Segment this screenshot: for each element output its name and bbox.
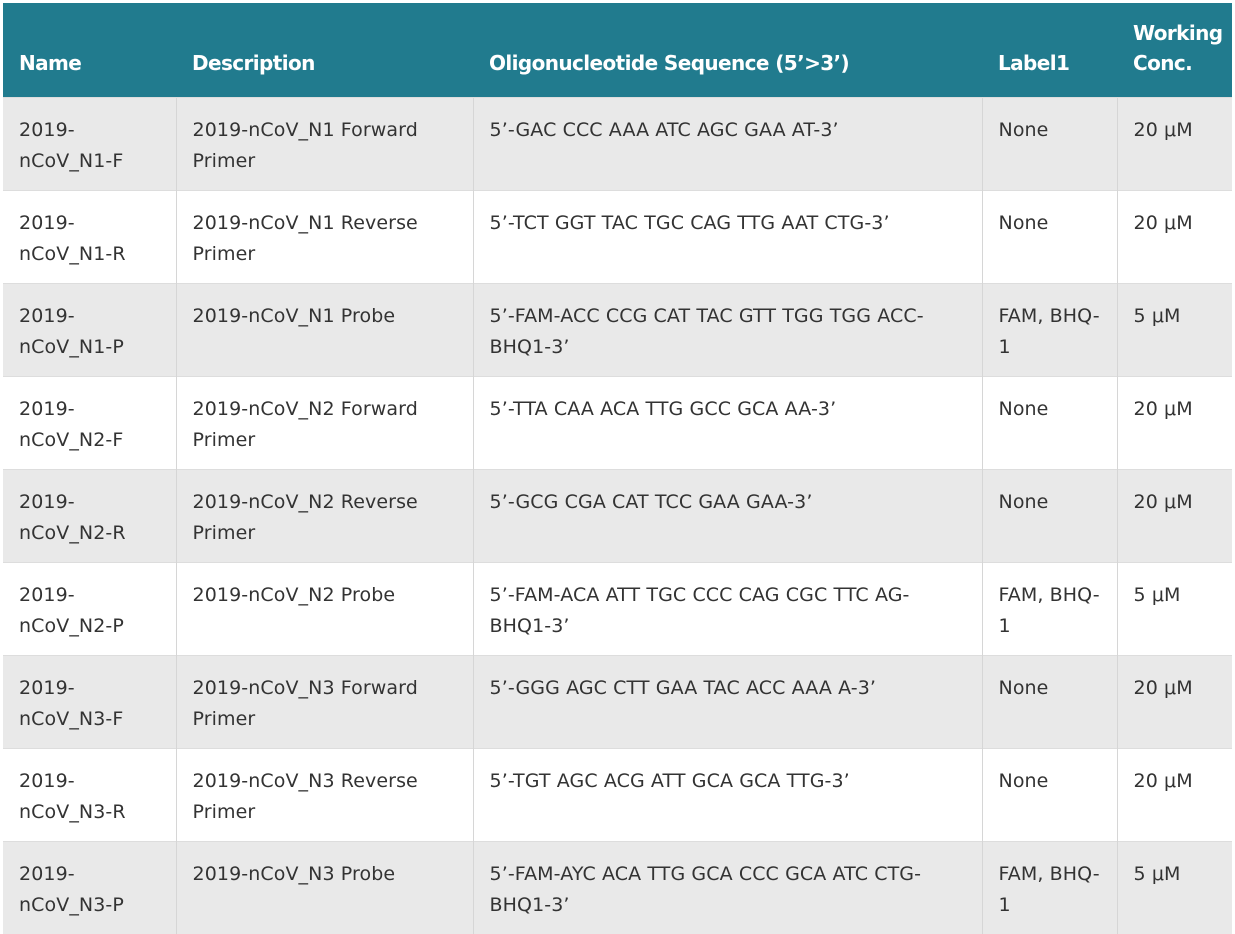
table-row [3,376,1232,469]
cell-name: 2019-nCoV_N1-P [3,283,176,376]
cell-label1: None [982,97,1117,190]
table-row [3,562,1232,655]
header-working-conc: Working Conc. [1117,3,1232,97]
cell-working-conc: 20 μM [1117,376,1232,469]
cell-name: 2019-nCoV_N2-R [3,469,176,562]
primer-probe-table [3,3,1232,934]
cell-sequence: 5’-FAM-ACA ATT TGC CCC CAG CGC TTC AG-BHQ1-3’ [473,562,982,655]
cell-label1: FAM, BHQ-1 [982,562,1117,655]
cell-name: 2019-nCoV_N2-F [3,376,176,469]
table-row [3,97,1232,190]
cell-working-conc: 20 μM [1117,655,1232,748]
table-body [3,97,1232,934]
cell-name: 2019-nCoV_N1-F [3,97,176,190]
cell-working-conc: 5 μM [1117,841,1232,934]
cell-working-conc: 20 μM [1117,469,1232,562]
cell-sequence: 5’-FAM-ACC CCG CAT TAC GTT TGG TGG ACC-BHQ1-3’ [473,283,982,376]
table-row [3,190,1232,283]
cell-description: 2019-nCoV_N2 Reverse Primer [176,469,473,562]
table-row [3,283,1232,376]
cell-working-conc: 20 μM [1117,190,1232,283]
cell-sequence: 5’-TTA CAA ACA TTG GCC GCA AA-3’ [473,376,982,469]
cell-name: 2019-nCoV_N3-P [3,841,176,934]
cell-label1: None [982,376,1117,469]
header-row [3,3,1232,97]
cell-description: 2019-nCoV_N3 Reverse Primer [176,748,473,841]
cell-sequence: 5’-TGT AGC ACG ATT GCA GCA TTG-3’ [473,748,982,841]
cell-sequence: 5’-GCG CGA CAT TCC GAA GAA-3’ [473,469,982,562]
cell-label1: FAM, BHQ-1 [982,283,1117,376]
cell-sequence: 5’-TCT GGT TAC TGC CAG TTG AAT CTG-3’ [473,190,982,283]
cell-label1: None [982,655,1117,748]
cell-sequence: 5’-GGG AGC CTT GAA TAC ACC AAA A-3’ [473,655,982,748]
cell-label1: None [982,748,1117,841]
header-description: Description [176,3,473,97]
cell-description: 2019-nCoV_N3 Forward Primer [176,655,473,748]
cell-working-conc: 20 μM [1117,97,1232,190]
cell-sequence: 5’-FAM-AYC ACA TTG GCA CCC GCA ATC CTG-BHQ1-3’ [473,841,982,934]
cell-description: 2019-nCoV_N1 Reverse Primer [176,190,473,283]
cell-label1: None [982,469,1117,562]
cell-sequence: 5’-GAC CCC AAA ATC AGC GAA AT-3’ [473,97,982,190]
cell-name: 2019-nCoV_N1-R [3,190,176,283]
cell-description: 2019-nCoV_N2 Forward Primer [176,376,473,469]
table-row [3,655,1232,748]
cell-label1: FAM, BHQ-1 [982,841,1117,934]
header-name: Name [3,3,176,97]
cell-name: 2019-nCoV_N2-P [3,562,176,655]
cell-description: 2019-nCoV_N3 Probe [176,841,473,934]
cell-label1: None [982,190,1117,283]
cell-description: 2019-nCoV_N2 Probe [176,562,473,655]
header-label1: Label1 [982,3,1117,97]
primer-probe-table-container [3,3,1232,934]
table-row [3,748,1232,841]
table-row [3,469,1232,562]
table-row [3,841,1232,934]
header-sequence: Oligonucleotide Sequence (5’>3’) [473,3,982,97]
cell-name: 2019-nCoV_N3-R [3,748,176,841]
cell-working-conc: 5 μM [1117,283,1232,376]
cell-working-conc: 20 μM [1117,748,1232,841]
table-header [3,3,1232,97]
cell-name: 2019-nCoV_N3-F [3,655,176,748]
cell-working-conc: 5 μM [1117,562,1232,655]
cell-description: 2019-nCoV_N1 Probe [176,283,473,376]
cell-description: 2019-nCoV_N1 Forward Primer [176,97,473,190]
